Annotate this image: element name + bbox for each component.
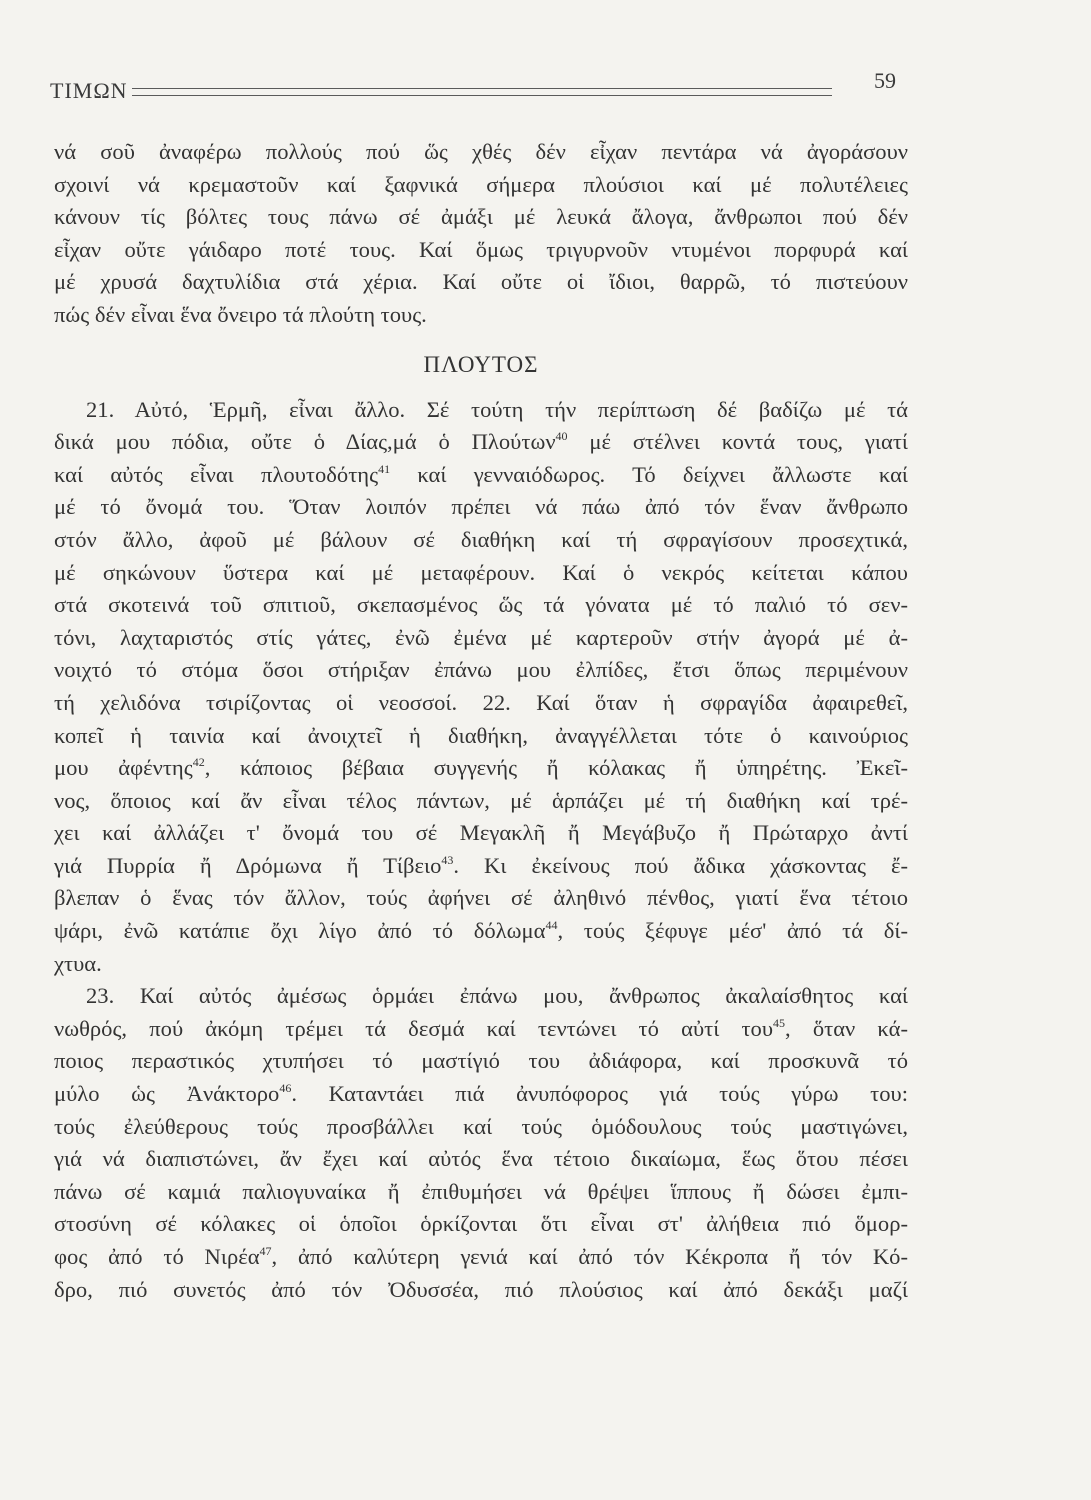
text-segment: δικά μου πόδια, οὔτε ὁ Δίας,μά ὁ Πλούτων xyxy=(54,429,556,455)
text-line: πάνω σέ καμιά παλιογυναίκα ἤ ἐπιθυμήσει νά θρέψει ἵππους ἤ δώσει ἐμπι- xyxy=(54,1178,908,1204)
text-segment: , κάποιος βέβαια συγγενής ἤ κόλακας ἤ ὑπηρέτης. Ἐκεῖ- xyxy=(204,755,908,781)
text-line: κάνουν τίς βόλτες τους πάνω σέ ἀμάξι μέ λευκά ἄλογα, ἄνθρωποι πού δέν xyxy=(54,204,908,230)
text-segment: γιά Πυρρία ἤ Δρόμωνα ἤ Τίβειο xyxy=(54,852,442,878)
body-text xyxy=(54,136,908,1306)
text-line xyxy=(54,1013,908,1046)
text-segment: . Κι ἐκείνους πού ἄδικα χάσκοντας ἔ- xyxy=(453,852,908,878)
text-line: ποιος περαστικός χτυπήσει τό μαστίγιό του ἀδιάφορα, καί προσκυνᾶ τό xyxy=(54,1048,908,1074)
footnote-ref: 45 xyxy=(773,1015,786,1030)
text-line: εἶχαν οὔτε γάιδαρο ποτέ τους. Καί ὅμως τριγυρνοῦν ντυμένοι πορφυρά καί xyxy=(54,236,908,262)
text-line: στοσύνη σέ κόλακες οἱ ὁποῖοι ὁρκίζονται ὅτι εἶναι στ' ἀλήθεια πιό ὅμορ- xyxy=(54,1211,908,1237)
text-segment: νωθρός, πού ἀκόμη τρέμει τά δεσμά καί τεντώνει τό αὐτί του xyxy=(54,1015,774,1041)
text-segment: καί αὐτός εἶναι πλουτοδότης xyxy=(54,461,379,487)
text-segment: ψάρι, ἐνῶ κατάπιε ὄχι λίγο ἀπό τό δόλωμα xyxy=(54,918,546,944)
text-line: βλεπαν ὁ ἕνας τόν ἄλλον, τούς ἀφήνει σέ ἀληθινό πένθος, γιατί ἕνα τέτοιο xyxy=(54,885,908,911)
text-segment: , ἀπό καλύτερη γενιά καί ἀπό τόν Κέκροπα ἤ τόν Κό- xyxy=(271,1244,908,1269)
text-line: πώς δέν εἶναι ἕνα ὄνειρο τά πλούτη τους. xyxy=(54,301,427,327)
text-line: 21. Αὐτό, Ἑρμῆ, εἶναι ἄλλο. Σέ τούτη τήν περίπτωση δέ βαδίζω μέ τά xyxy=(86,396,908,422)
text-line: χει καί ἀλλάζει τ' ὄνομά του σέ Μεγακλῆ ἤ Μεγάβυζο ἤ Πρώταρχο ἀντί xyxy=(54,820,908,846)
text-segment: μύλο ὡς Ἀνάκτορο xyxy=(54,1081,280,1107)
text-segment: . Καταντάει πιά ἀνυπόφορος γιά τούς γύρω του: xyxy=(291,1081,908,1107)
running-title: ΤΙΜΩΝ xyxy=(50,78,128,103)
footnote-ref: 43 xyxy=(441,852,454,867)
text-line: στόν ἄλλο, ἀφοῦ μέ βάλουν σέ διαθήκη καί τή σφραγίσουν προσεχτικά, xyxy=(54,526,908,552)
text-line xyxy=(54,426,908,459)
text-line: σχοινί νά κρεμαστοῦν καί ξαφνικά σήμερα πλούσιοι καί μέ πολυτέλειες xyxy=(54,171,908,197)
text-line xyxy=(54,459,908,492)
footnote-ref: 46 xyxy=(279,1081,292,1096)
text-line: γιά νά διαπιστώνει, ἄν ἔχει καί αὐτός ἕνα τέτοιο δικαίωμα, ἕως ὅτου πέσει xyxy=(54,1146,908,1172)
text-line xyxy=(54,915,908,948)
text-line: μέ χρυσά δαχτυλίδια στά χέρια. Καί οὔτε οἱ ἴδιοι, θαρρῶ, τό πιστεύουν xyxy=(54,269,908,295)
text-line: δρο, πιό συνετός ἀπό τόν Ὀδυσσέα, πιό πλούσιος καί ἀπό δεκάξι μαζί xyxy=(54,1276,908,1302)
text-line: τούς ἐλεύθερους τούς προσβάλλει καί τούς ὁμόδουλους τούς μαστιγώνει, xyxy=(54,1113,908,1139)
text-segment: φος ἀπό τό Νιρέα xyxy=(54,1244,260,1269)
footnote-ref: 42 xyxy=(192,755,205,770)
text-segment: καί γενναιόδωρος. Τό δείχνει ἄλλωστε καί xyxy=(417,461,909,487)
footnote-ref: 47 xyxy=(259,1244,272,1258)
text-line xyxy=(54,752,908,785)
text-line: κοπεῖ ἡ ταινία καί ἀνοιχτεῖ ἡ διαθήκη, ἀναγγέλλεται τότε ὁ καινούριος xyxy=(54,722,908,748)
text-segment: μέ στέλνει κοντά τους, γιατί xyxy=(589,429,908,455)
footnote-ref: 44 xyxy=(545,918,558,933)
header-rule xyxy=(132,88,832,96)
text-line: νοιχτό τό στόμα ὅσοι στήριξαν ἐπάνω μου ἐλπίδες, ἔτσι ὅπως περιμένουν xyxy=(54,657,908,683)
text-line xyxy=(54,850,908,883)
text-line: τόνι, λαχταριστός στίς γάτες, ἐνῶ ἐμένα μέ καρτεροῦν στήν ἀγορά μέ ἀ- xyxy=(54,624,908,650)
page-header xyxy=(50,62,910,102)
text-segment: , τούς ξέφυγε μέσ' ἀπό τά δί- xyxy=(557,918,908,944)
text-line: μέ σηκώνουν ὕστερα καί μέ μεταφέρουν. Καί ὁ νεκρός κείτεται κάπου xyxy=(54,559,908,585)
text-line: 23. Καί αὐτός ἀμέσως ὁρμάει ἐπάνω μου, ἄνθρωπος ἀκαλαίσθητος καί xyxy=(86,983,908,1009)
text-line xyxy=(54,1241,908,1274)
page-number: 59 xyxy=(874,68,896,93)
text-line: χτυα. xyxy=(54,950,102,976)
text-segment: μου ἀφέντης xyxy=(54,755,193,781)
footnote-ref: 40 xyxy=(555,429,568,444)
text-line: μέ τό ὄνομά του. Ὅταν λοιπόν πρέπει νά πάω ἀπό τόν ἕναν ἄνθρωπο xyxy=(54,494,908,520)
text-line: τή χελιδόνα τσιρίζοντας οἱ νεοσσοί. 22. Καί ὅταν ἡ σφραγίδα ἀφαιρεθεῖ, xyxy=(54,689,908,715)
text-segment: , ὅταν κά- xyxy=(785,1015,908,1041)
footnote-ref: 41 xyxy=(378,461,391,476)
text-line: νά σοῦ ἀναφέρω πολλούς πού ὥς χθές δέν εἶχαν πεντάρα νά ἀγοράσουν xyxy=(54,139,908,164)
section-heading: ΠΛΟΥΤΟΣ xyxy=(423,351,539,377)
text-line: νος, ὅποιος καί ἄν εἶναι τέλος πάντων, μέ ἁρπάζει μέ τή διαθήκη καί τρέ- xyxy=(54,787,908,813)
text-line: στά σκοτεινά τοῦ σπιτιοῦ, σκεπασμένος ὥς τά γόνατα μέ τό παλιό τό σεν- xyxy=(54,592,908,618)
text-line xyxy=(54,1078,908,1111)
